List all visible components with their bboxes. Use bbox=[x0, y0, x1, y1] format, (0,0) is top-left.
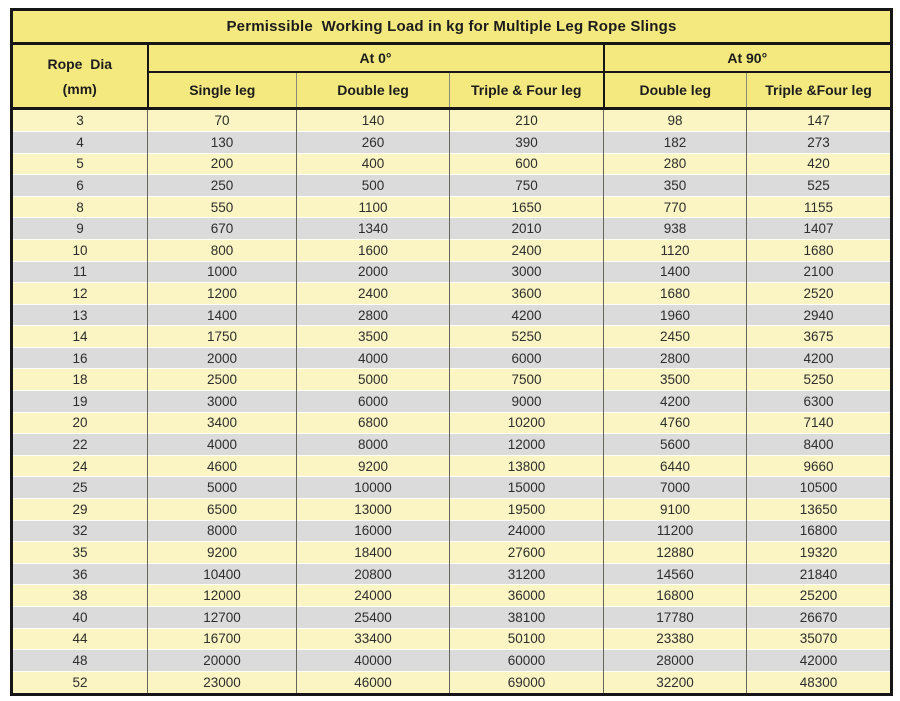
load-value-cell: 400 bbox=[297, 153, 450, 175]
load-value-cell: 31200 bbox=[450, 563, 604, 585]
load-value-cell: 8400 bbox=[747, 434, 892, 456]
load-value-cell: 16800 bbox=[604, 585, 747, 607]
load-value-cell: 6300 bbox=[747, 391, 892, 413]
load-value-cell: 3500 bbox=[297, 326, 450, 348]
load-value-cell: 1155 bbox=[747, 196, 892, 218]
table-row bbox=[12, 542, 892, 564]
rope-dia-cell: 24 bbox=[12, 455, 148, 477]
load-value-cell: 17780 bbox=[604, 607, 747, 629]
load-value-cell: 1600 bbox=[297, 239, 450, 261]
load-value-cell: 12000 bbox=[450, 434, 604, 456]
rope-dia-cell: 32 bbox=[12, 520, 148, 542]
table-row bbox=[12, 347, 892, 369]
load-value-cell: 24000 bbox=[450, 520, 604, 542]
load-value-cell: 18400 bbox=[297, 542, 450, 564]
load-value-cell: 280 bbox=[604, 153, 747, 175]
working-load-table bbox=[10, 8, 893, 696]
rope-dia-header-line2: (mm) bbox=[62, 80, 97, 97]
load-value-cell: 9000 bbox=[450, 391, 604, 413]
load-value-cell: 2010 bbox=[450, 218, 604, 240]
load-value-cell: 14560 bbox=[604, 563, 747, 585]
title-row bbox=[12, 10, 892, 44]
load-value-cell: 2100 bbox=[747, 261, 892, 283]
load-value-cell: 40000 bbox=[297, 650, 450, 672]
load-value-cell: 6800 bbox=[297, 412, 450, 434]
load-value-cell: 1407 bbox=[747, 218, 892, 240]
load-value-cell: 5250 bbox=[747, 369, 892, 391]
table-row bbox=[12, 391, 892, 413]
load-value-cell: 5000 bbox=[148, 477, 297, 499]
load-value-cell: 13800 bbox=[450, 455, 604, 477]
rope-dia-cell: 48 bbox=[12, 650, 148, 672]
table-row bbox=[12, 283, 892, 305]
load-value-cell: 550 bbox=[148, 196, 297, 218]
table-row bbox=[12, 131, 892, 153]
load-value-cell: 2800 bbox=[297, 304, 450, 326]
load-value-cell: 9660 bbox=[747, 455, 892, 477]
load-value-cell: 200 bbox=[148, 153, 297, 175]
load-value-cell: 19500 bbox=[450, 499, 604, 521]
load-value-cell: 5600 bbox=[604, 434, 747, 456]
load-value-cell: 10000 bbox=[297, 477, 450, 499]
load-value-cell: 38100 bbox=[450, 607, 604, 629]
group-header-row bbox=[12, 44, 892, 72]
table-row bbox=[12, 628, 892, 650]
load-value-cell: 20800 bbox=[297, 563, 450, 585]
load-value-cell: 770 bbox=[604, 196, 747, 218]
rope-dia-cell: 44 bbox=[12, 628, 148, 650]
load-value-cell: 500 bbox=[297, 175, 450, 197]
load-value-cell: 3000 bbox=[450, 261, 604, 283]
rope-dia-cell: 3 bbox=[12, 109, 148, 132]
load-value-cell: 27600 bbox=[450, 542, 604, 564]
load-value-cell: 1400 bbox=[604, 261, 747, 283]
table-row bbox=[12, 326, 892, 348]
load-value-cell: 140 bbox=[297, 109, 450, 132]
load-value-cell: 525 bbox=[747, 175, 892, 197]
table-row bbox=[12, 369, 892, 391]
rope-dia-cell: 10 bbox=[12, 239, 148, 261]
load-value-cell: 1400 bbox=[148, 304, 297, 326]
rope-dia-cell: 40 bbox=[12, 607, 148, 629]
load-value-cell: 147 bbox=[747, 109, 892, 132]
load-value-cell: 5000 bbox=[297, 369, 450, 391]
rope-dia-cell: 4 bbox=[12, 131, 148, 153]
load-value-cell: 1100 bbox=[297, 196, 450, 218]
rope-dia-cell: 12 bbox=[12, 283, 148, 305]
load-value-cell: 1340 bbox=[297, 218, 450, 240]
load-value-cell: 2800 bbox=[604, 347, 747, 369]
load-value-cell: 6000 bbox=[450, 347, 604, 369]
load-value-cell: 938 bbox=[604, 218, 747, 240]
column-header-double-leg-90: Double leg bbox=[604, 72, 747, 109]
load-value-cell: 4760 bbox=[604, 412, 747, 434]
load-value-cell: 24000 bbox=[297, 585, 450, 607]
load-value-cell: 13650 bbox=[747, 499, 892, 521]
load-value-cell: 3500 bbox=[604, 369, 747, 391]
rope-dia-cell: 36 bbox=[12, 563, 148, 585]
load-value-cell: 46000 bbox=[297, 671, 450, 694]
load-value-cell: 69000 bbox=[450, 671, 604, 694]
column-header-double-leg-0: Double leg bbox=[297, 72, 450, 109]
load-value-cell: 420 bbox=[747, 153, 892, 175]
load-value-cell: 3600 bbox=[450, 283, 604, 305]
load-value-cell: 2940 bbox=[747, 304, 892, 326]
load-value-cell: 2500 bbox=[148, 369, 297, 391]
load-value-cell: 13000 bbox=[297, 499, 450, 521]
load-value-cell: 210 bbox=[450, 109, 604, 132]
load-value-cell: 2450 bbox=[604, 326, 747, 348]
load-value-cell: 2520 bbox=[747, 283, 892, 305]
rope-dia-header-line1: Rope Dia bbox=[47, 55, 113, 72]
load-value-cell: 130 bbox=[148, 131, 297, 153]
table-row bbox=[12, 175, 892, 197]
load-value-cell: 390 bbox=[450, 131, 604, 153]
load-value-cell: 2400 bbox=[450, 239, 604, 261]
load-value-cell: 98 bbox=[604, 109, 747, 132]
load-value-cell: 50100 bbox=[450, 628, 604, 650]
rope-dia-cell: 38 bbox=[12, 585, 148, 607]
load-value-cell: 600 bbox=[450, 153, 604, 175]
load-value-cell: 7140 bbox=[747, 412, 892, 434]
load-value-cell: 25200 bbox=[747, 585, 892, 607]
rope-dia-cell: 16 bbox=[12, 347, 148, 369]
table-row bbox=[12, 477, 892, 499]
load-value-cell: 7000 bbox=[604, 477, 747, 499]
load-value-cell: 4200 bbox=[604, 391, 747, 413]
table-row bbox=[12, 499, 892, 521]
load-value-cell: 20000 bbox=[148, 650, 297, 672]
load-value-cell: 273 bbox=[747, 131, 892, 153]
load-value-cell: 1960 bbox=[604, 304, 747, 326]
load-value-cell: 800 bbox=[148, 239, 297, 261]
table-body bbox=[12, 109, 892, 695]
rope-dia-cell: 8 bbox=[12, 196, 148, 218]
rope-dia-cell: 18 bbox=[12, 369, 148, 391]
load-value-cell: 11200 bbox=[604, 520, 747, 542]
load-value-cell: 6000 bbox=[297, 391, 450, 413]
load-value-cell: 4000 bbox=[148, 434, 297, 456]
load-value-cell: 8000 bbox=[148, 520, 297, 542]
rope-dia-cell: 5 bbox=[12, 153, 148, 175]
load-value-cell: 1680 bbox=[604, 283, 747, 305]
column-header-single-leg-0: Single leg bbox=[148, 72, 297, 109]
load-value-cell: 32200 bbox=[604, 671, 747, 694]
load-value-cell: 21840 bbox=[747, 563, 892, 585]
load-value-cell: 16000 bbox=[297, 520, 450, 542]
load-value-cell: 28000 bbox=[604, 650, 747, 672]
load-value-cell: 1680 bbox=[747, 239, 892, 261]
table-row bbox=[12, 455, 892, 477]
rope-dia-cell: 11 bbox=[12, 261, 148, 283]
load-value-cell: 48300 bbox=[747, 671, 892, 694]
load-value-cell: 2000 bbox=[148, 347, 297, 369]
load-value-cell: 1650 bbox=[450, 196, 604, 218]
table-row bbox=[12, 650, 892, 672]
load-value-cell: 70 bbox=[148, 109, 297, 132]
rope-dia-cell: 25 bbox=[12, 477, 148, 499]
rope-dia-cell: 20 bbox=[12, 412, 148, 434]
load-value-cell: 6440 bbox=[604, 455, 747, 477]
load-value-cell: 6500 bbox=[148, 499, 297, 521]
load-value-cell: 4200 bbox=[450, 304, 604, 326]
rope-dia-cell: 35 bbox=[12, 542, 148, 564]
table-header bbox=[12, 10, 892, 109]
load-value-cell: 5250 bbox=[450, 326, 604, 348]
load-value-cell: 3000 bbox=[148, 391, 297, 413]
rope-dia-cell: 29 bbox=[12, 499, 148, 521]
load-value-cell: 1200 bbox=[148, 283, 297, 305]
table-row bbox=[12, 261, 892, 283]
table-title: Permissible Working Load in kg for Multiple Leg Rope Slings bbox=[12, 10, 892, 44]
load-value-cell: 26670 bbox=[747, 607, 892, 629]
load-value-cell: 42000 bbox=[747, 650, 892, 672]
table-row bbox=[12, 109, 892, 132]
load-value-cell: 670 bbox=[148, 218, 297, 240]
table-row bbox=[12, 585, 892, 607]
rope-dia-cell: 6 bbox=[12, 175, 148, 197]
table-row bbox=[12, 304, 892, 326]
rope-dia-cell: 19 bbox=[12, 391, 148, 413]
rope-dia-cell: 13 bbox=[12, 304, 148, 326]
load-value-cell: 10400 bbox=[148, 563, 297, 585]
load-value-cell: 16700 bbox=[148, 628, 297, 650]
load-value-cell: 15000 bbox=[450, 477, 604, 499]
load-value-cell: 4000 bbox=[297, 347, 450, 369]
load-value-cell: 19320 bbox=[747, 542, 892, 564]
load-value-cell: 4600 bbox=[148, 455, 297, 477]
load-value-cell: 250 bbox=[148, 175, 297, 197]
load-value-cell: 750 bbox=[450, 175, 604, 197]
load-value-cell: 9200 bbox=[148, 542, 297, 564]
table-row bbox=[12, 196, 892, 218]
rope-dia-cell: 22 bbox=[12, 434, 148, 456]
table-row bbox=[12, 434, 892, 456]
load-value-cell: 9200 bbox=[297, 455, 450, 477]
load-value-cell: 10500 bbox=[747, 477, 892, 499]
load-value-cell: 23000 bbox=[148, 671, 297, 694]
group-header-at-90: At 90° bbox=[604, 44, 892, 72]
rope-dia-cell: 52 bbox=[12, 671, 148, 694]
load-value-cell: 12700 bbox=[148, 607, 297, 629]
load-value-cell: 1000 bbox=[148, 261, 297, 283]
table-row bbox=[12, 563, 892, 585]
load-value-cell: 350 bbox=[604, 175, 747, 197]
load-value-cell: 36000 bbox=[450, 585, 604, 607]
group-header-at-0: At 0° bbox=[148, 44, 604, 72]
load-value-cell: 3400 bbox=[148, 412, 297, 434]
column-header-triple-four-leg-0: Triple & Four leg bbox=[450, 72, 604, 109]
load-value-cell: 2400 bbox=[297, 283, 450, 305]
table-row bbox=[12, 412, 892, 434]
load-value-cell: 23380 bbox=[604, 628, 747, 650]
table-row bbox=[12, 520, 892, 542]
load-value-cell: 25400 bbox=[297, 607, 450, 629]
load-value-cell: 2000 bbox=[297, 261, 450, 283]
table-row bbox=[12, 671, 892, 694]
load-value-cell: 4200 bbox=[747, 347, 892, 369]
load-value-cell: 260 bbox=[297, 131, 450, 153]
rope-dia-cell: 9 bbox=[12, 218, 148, 240]
load-value-cell: 1120 bbox=[604, 239, 747, 261]
rope-dia-header bbox=[12, 44, 148, 109]
load-value-cell: 60000 bbox=[450, 650, 604, 672]
load-value-cell: 182 bbox=[604, 131, 747, 153]
table-row bbox=[12, 607, 892, 629]
load-value-cell: 16800 bbox=[747, 520, 892, 542]
load-value-cell: 33400 bbox=[297, 628, 450, 650]
column-header-triple-four-leg-90: Triple &Four leg bbox=[747, 72, 892, 109]
table-row bbox=[12, 239, 892, 261]
load-value-cell: 8000 bbox=[297, 434, 450, 456]
load-value-cell: 35070 bbox=[747, 628, 892, 650]
load-value-cell: 3675 bbox=[747, 326, 892, 348]
load-value-cell: 12880 bbox=[604, 542, 747, 564]
table-row bbox=[12, 153, 892, 175]
load-value-cell: 9100 bbox=[604, 499, 747, 521]
load-value-cell: 10200 bbox=[450, 412, 604, 434]
load-value-cell: 7500 bbox=[450, 369, 604, 391]
rope-dia-cell: 14 bbox=[12, 326, 148, 348]
load-value-cell: 12000 bbox=[148, 585, 297, 607]
table-row bbox=[12, 218, 892, 240]
load-value-cell: 1750 bbox=[148, 326, 297, 348]
